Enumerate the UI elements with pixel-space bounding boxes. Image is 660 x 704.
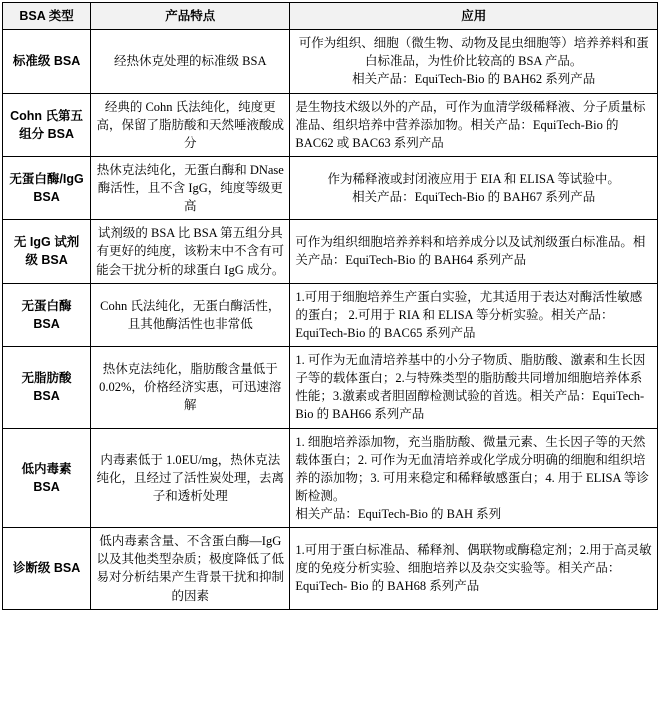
cell-application <box>290 428 658 528</box>
cell-type: 无脂肪酸 BSA <box>3 347 91 429</box>
cell-application <box>290 93 658 156</box>
cell-application <box>290 283 658 346</box>
application-line: 1. 可作为无血清培养基中的小分子物质、脂肪酸、激素和生长因子等的载体蛋白；2.与特殊类型的脂肪酸共同增加细胞培养体系性能；3.激素或者胆固醇检测试验的首选。相关产品：EquiTech-Bio 的 BAH66 系列产品 <box>295 353 646 422</box>
cell-type: 标准级 BSA <box>3 30 91 93</box>
cell-type: 诊断级 BSA <box>3 528 91 610</box>
application-line: 1.可用于细胞培养生产蛋白实验，尤其适用于表达对酶活性敏感的蛋白； 2.可用于 RIA 和 ELISA 等分析实验。相关产品：EquiTech-Bio 的 BAC65 系列产品 <box>295 289 643 340</box>
bsa-comparison-table <box>2 2 658 610</box>
application-line: 1. 细胞培养添加物，充当脂肪酸、微量元素、生长因子等的天然载体蛋白；2. 可作为无血清培养或化学成分明确的细胞和组织培养的添加物；3. 可用来稳定和稀释敏感蛋白；4. 用于 ELISA 等诊断检测。 <box>295 434 649 503</box>
application-line: 相关产品：EquiTech-Bio 的 BAH62 系列产品 <box>352 72 596 87</box>
cell-type: 无蛋白酶/IgG BSA <box>3 156 91 219</box>
cell-feature: 热休克法纯化，脂肪酸含量低于 0.02%，价格经济实惠，可迅速溶解 <box>91 347 290 429</box>
column-header-features: 产品特点 <box>91 3 290 30</box>
cell-feature: 内毒素低于 1.0EU/mg，热休克法纯化，且经过了活性炭处理，去离子和透析处理 <box>91 428 290 528</box>
table-row <box>3 528 658 610</box>
application-line: 相关产品：EquiTech-Bio 的 BAH67 系列产品 <box>352 190 596 205</box>
cell-application <box>290 156 658 219</box>
cell-feature: 试剂级的 BSA 比 BSA 第五组分具有更好的纯度，该粉末中不含有可能会干扰分析的球蛋白 IgG 成分。 <box>91 220 290 283</box>
application-line: 是生物技术级以外的产品，可作为血清学级稀释液、分子质量标准品、组织培养中营养添加物。相关产品：EquiTech-Bio 的 BAC62 或 BAC63 系列产品 <box>295 99 646 150</box>
cell-type: Cohn 氏第五组分 BSA <box>3 93 91 156</box>
cell-application <box>290 220 658 283</box>
cell-application <box>290 347 658 429</box>
application-line: 可作为组织、细胞（微生物、动物及昆虫细胞等）培养养料和蛋白标准品，为性价比较高的 BSA 产品。 <box>298 36 649 69</box>
cell-feature: 低内毒素含量、不含蛋白酶—IgG 以及其他类型杂质；极度降低了低易对分析结果产生背景干扰和抑制的因素 <box>91 528 290 610</box>
table-header <box>3 3 658 30</box>
table-row <box>3 347 658 429</box>
cell-feature: 经热休克处理的标准级 BSA <box>91 30 290 93</box>
cell-type: 无蛋白酶 BSA <box>3 283 91 346</box>
application-line: 1.可用于蛋白标准品、稀释剂、偶联物或酶稳定剂；2.用于高灵敏度的免疫分析实验、细胞培养以及杂交实验等。相关产品：EquiTech- Bio 的 BAH68 系列产品 <box>295 543 652 594</box>
table-row <box>3 283 658 346</box>
cell-application <box>290 528 658 610</box>
table-row <box>3 30 658 93</box>
table-header-row <box>3 3 658 30</box>
cell-feature: 热休克法纯化，无蛋白酶和 DNase 酶活性，且不含 IgG，纯度等级更高 <box>91 156 290 219</box>
cell-feature: Cohn 氏法纯化，无蛋白酶活性，且其他酶活性也非常低 <box>91 283 290 346</box>
application-line: 相关产品：EquiTech-Bio 的 BAH 系列 <box>295 507 502 521</box>
application-line: 可作为组织细胞培养养料和培养成分以及试剂级蛋白标准品。相关产品：EquiTech-Bio 的 BAH64 系列产品 <box>295 235 646 268</box>
cell-feature: 经典的 Cohn 氏法纯化，纯度更高，保留了脂肪酸和天然唾液酸成分 <box>91 93 290 156</box>
cell-type: 无 IgG 试剂级 BSA <box>3 220 91 283</box>
column-header-applications: 应用 <box>290 3 658 30</box>
table-row <box>3 93 658 156</box>
table-row <box>3 220 658 283</box>
column-header-type: BSA 类型 <box>3 3 91 30</box>
cell-application <box>290 30 658 93</box>
table-row <box>3 156 658 219</box>
table-row <box>3 428 658 528</box>
table-body <box>3 30 658 610</box>
cell-type: 低内毒素 BSA <box>3 428 91 528</box>
application-line: 作为稀释液或封闭液应用于 EIA 和 ELISA 等试验中。 <box>327 171 620 186</box>
